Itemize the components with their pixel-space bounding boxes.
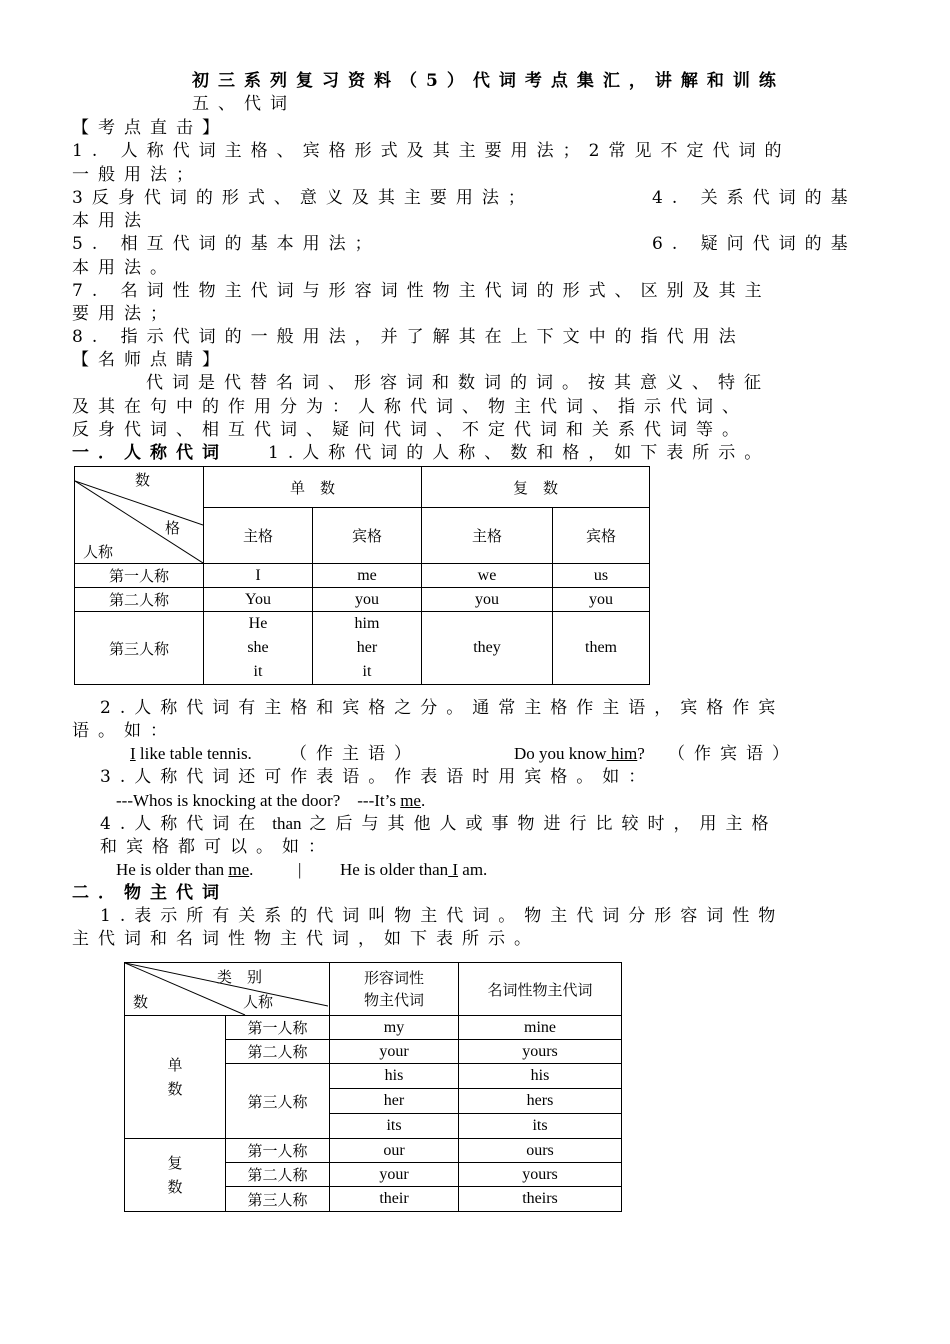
cell: hers bbox=[459, 1089, 622, 1114]
section2-title: 二．物主代词 bbox=[72, 883, 228, 903]
intro-line: 及其在句中的作用分为：人称代词、物主代词、指示代词、 bbox=[72, 397, 748, 417]
point-line: 4. 关系代词的基 bbox=[652, 188, 857, 208]
cell: them bbox=[553, 612, 650, 685]
table-row bbox=[75, 612, 650, 685]
table-corner-cell bbox=[125, 963, 330, 1016]
header-adjectival bbox=[330, 963, 459, 1016]
example-2 bbox=[514, 743, 645, 765]
cell-multi bbox=[204, 612, 313, 685]
corner-label-category: 类 别 bbox=[217, 968, 263, 986]
person-label: 第三人称 bbox=[226, 1064, 330, 1139]
cell: theirs bbox=[459, 1187, 622, 1212]
number-label: 数 bbox=[167, 1080, 183, 1098]
person-label: 第二人称 bbox=[226, 1040, 330, 1064]
cell: its bbox=[330, 1114, 459, 1139]
cell: us bbox=[553, 564, 650, 588]
corner-label-number: 数 bbox=[133, 993, 149, 1011]
example-text: like table tennis. bbox=[135, 744, 252, 763]
point-line: 8. 指示代词的一般用法，并了解其在上下文中的指代用法 bbox=[72, 327, 745, 347]
intro-line: 代词是代替名词、形容词和数词的词。按其意义、特征 bbox=[146, 373, 770, 393]
example-text: . bbox=[249, 860, 254, 879]
number-label: 数 bbox=[167, 1178, 183, 1196]
cell: yours bbox=[459, 1040, 622, 1064]
cell: her bbox=[330, 1089, 459, 1114]
underlined-word: me bbox=[228, 860, 250, 879]
example-text: Do you know bbox=[514, 744, 607, 763]
example-text: . bbox=[420, 791, 426, 810]
header-nominative: 主格 bbox=[204, 508, 313, 564]
cell: its bbox=[459, 1114, 622, 1139]
para4-line bbox=[100, 813, 778, 835]
person-label: 第一人称 bbox=[226, 1016, 330, 1040]
cell: I bbox=[204, 564, 313, 588]
cell: my bbox=[330, 1016, 459, 1040]
cell: your bbox=[330, 1040, 459, 1064]
point-line: 6. 疑问代词的基 bbox=[652, 234, 857, 254]
example-text: ---Whos is knocking at the door? ---It’s bbox=[116, 791, 401, 810]
corner-label-person: 人称 bbox=[243, 993, 274, 1011]
example-separator: | bbox=[298, 860, 302, 879]
point-line: 7. 名词性物主代词与形容词性物主代词的形式、区别及其主 bbox=[72, 281, 771, 301]
para4-text: 之后与其他人或事物进行比较时，用主格 bbox=[309, 814, 778, 834]
person-label: 第三人称 bbox=[226, 1187, 330, 1212]
cell: yours bbox=[459, 1163, 622, 1187]
header-plural: 复 数 bbox=[422, 467, 650, 508]
section2-line: 主代词和名词性物主代词，如下表所示。 bbox=[72, 929, 540, 949]
cell: your bbox=[330, 1163, 459, 1187]
number-label: 复 bbox=[167, 1154, 183, 1172]
cell: our bbox=[330, 1139, 459, 1163]
corner-label-case: 格 bbox=[165, 519, 181, 537]
person-label: 第一人称 bbox=[226, 1139, 330, 1163]
cell: you bbox=[422, 588, 553, 612]
section1-title: 一．人称代词 bbox=[72, 443, 228, 463]
cell: ours bbox=[459, 1139, 622, 1163]
example-4b bbox=[340, 859, 487, 881]
number-label: 单 bbox=[167, 1056, 183, 1074]
header-singular: 单 数 bbox=[204, 467, 422, 508]
cell-line: it bbox=[253, 663, 263, 680]
cell-multi bbox=[313, 612, 422, 685]
header-nominative: 主格 bbox=[422, 508, 553, 564]
header-nominal: 名词性物主代词 bbox=[459, 963, 622, 1016]
cell-line: she bbox=[247, 639, 269, 656]
point-line: 5. 相互代词的基本用法； bbox=[72, 234, 381, 254]
header-line: 形容词性 bbox=[363, 969, 424, 987]
cell: me bbox=[313, 564, 422, 588]
section1-lead: 1.人称代词的人称、数和格，如下表所示。 bbox=[268, 443, 771, 463]
point-line: 本用法。 bbox=[72, 258, 176, 278]
cell-line: her bbox=[356, 639, 378, 656]
cell: mine bbox=[459, 1016, 622, 1040]
underlined-word: I bbox=[130, 744, 136, 763]
point-line: 3反身代词的形式、意义及其主要用法； bbox=[72, 188, 534, 208]
cell: they bbox=[422, 612, 553, 685]
table-row bbox=[75, 588, 650, 612]
example-1 bbox=[130, 743, 252, 765]
section2-line: 1.表示所有关系的代词叫物主代词。物主代词分形容词性物 bbox=[100, 906, 785, 926]
table-row bbox=[125, 1139, 622, 1163]
mingshi-header: 【名师点睛】 bbox=[72, 350, 228, 370]
kaodian-header: 【考点直击】 bbox=[72, 118, 228, 138]
example-text: He is older than bbox=[116, 860, 229, 879]
person-label: 第一人称 bbox=[75, 564, 204, 588]
corner-label-person: 人称 bbox=[83, 543, 114, 561]
personal-pronoun-table bbox=[74, 466, 650, 685]
cell: his bbox=[330, 1064, 459, 1089]
para3: 3.人称代词还可作表语。作表语时用宾格。如： bbox=[100, 767, 655, 787]
example-text: am. bbox=[458, 860, 488, 879]
point-line: 一般用法； bbox=[72, 165, 202, 185]
para2-line: 语。如： bbox=[72, 721, 176, 741]
number-singular bbox=[125, 1016, 226, 1139]
point-line: 要用法； bbox=[72, 304, 176, 324]
para4-text: 4.人称代词在 bbox=[100, 814, 265, 834]
underlined-word: I bbox=[448, 860, 459, 879]
cell: you bbox=[553, 588, 650, 612]
underlined-word: him bbox=[606, 744, 638, 763]
example-text: He is older than bbox=[340, 860, 449, 879]
person-label: 第二人称 bbox=[75, 588, 204, 612]
point-line: 本用法 bbox=[72, 211, 150, 231]
example-1-note: （作主语） bbox=[290, 744, 420, 764]
table-row bbox=[75, 564, 650, 588]
document-title: 初三系列复习资料（5）代词考点集汇，讲解和训练 bbox=[192, 71, 785, 91]
cell-line: He bbox=[248, 615, 268, 632]
cell: their bbox=[330, 1187, 459, 1212]
para4-line: 和宾格都可以。如： bbox=[100, 837, 334, 857]
example-text: ? bbox=[637, 744, 645, 763]
cell: you bbox=[313, 588, 422, 612]
cell-line: him bbox=[354, 615, 380, 632]
header-line: 物主代词 bbox=[363, 991, 424, 1009]
corner-label-number: 数 bbox=[135, 471, 151, 489]
number-plural bbox=[125, 1139, 226, 1212]
table-corner-cell bbox=[75, 467, 204, 564]
person-label: 第二人称 bbox=[226, 1163, 330, 1187]
example-4a bbox=[116, 859, 253, 881]
header-accusative: 宾格 bbox=[313, 508, 422, 564]
cell: his bbox=[459, 1064, 622, 1089]
section-heading: 五、代词 bbox=[192, 94, 296, 114]
cell: we bbox=[422, 564, 553, 588]
header-accusative: 宾格 bbox=[553, 508, 650, 564]
underlined-word: me bbox=[400, 791, 421, 810]
point-line: 1. 人称代词主格、宾格形式及其主要用法；2常见不定代词的 bbox=[72, 141, 791, 161]
person-label: 第三人称 bbox=[75, 612, 204, 685]
cell: You bbox=[204, 588, 313, 612]
table-row bbox=[125, 1016, 622, 1040]
possessive-pronoun-table bbox=[124, 962, 622, 1212]
intro-line: 反身代词、相互代词、疑问代词、不定代词和关系代词等。 bbox=[72, 420, 748, 440]
example-3 bbox=[116, 790, 425, 812]
cell-line: it bbox=[362, 663, 372, 680]
para2-line: 2.人称代词有主格和宾格之分。通常主格作主语，宾格作宾 bbox=[100, 698, 785, 718]
para4-english: than bbox=[272, 814, 302, 833]
example-2-note: （作宾语） bbox=[668, 744, 798, 764]
